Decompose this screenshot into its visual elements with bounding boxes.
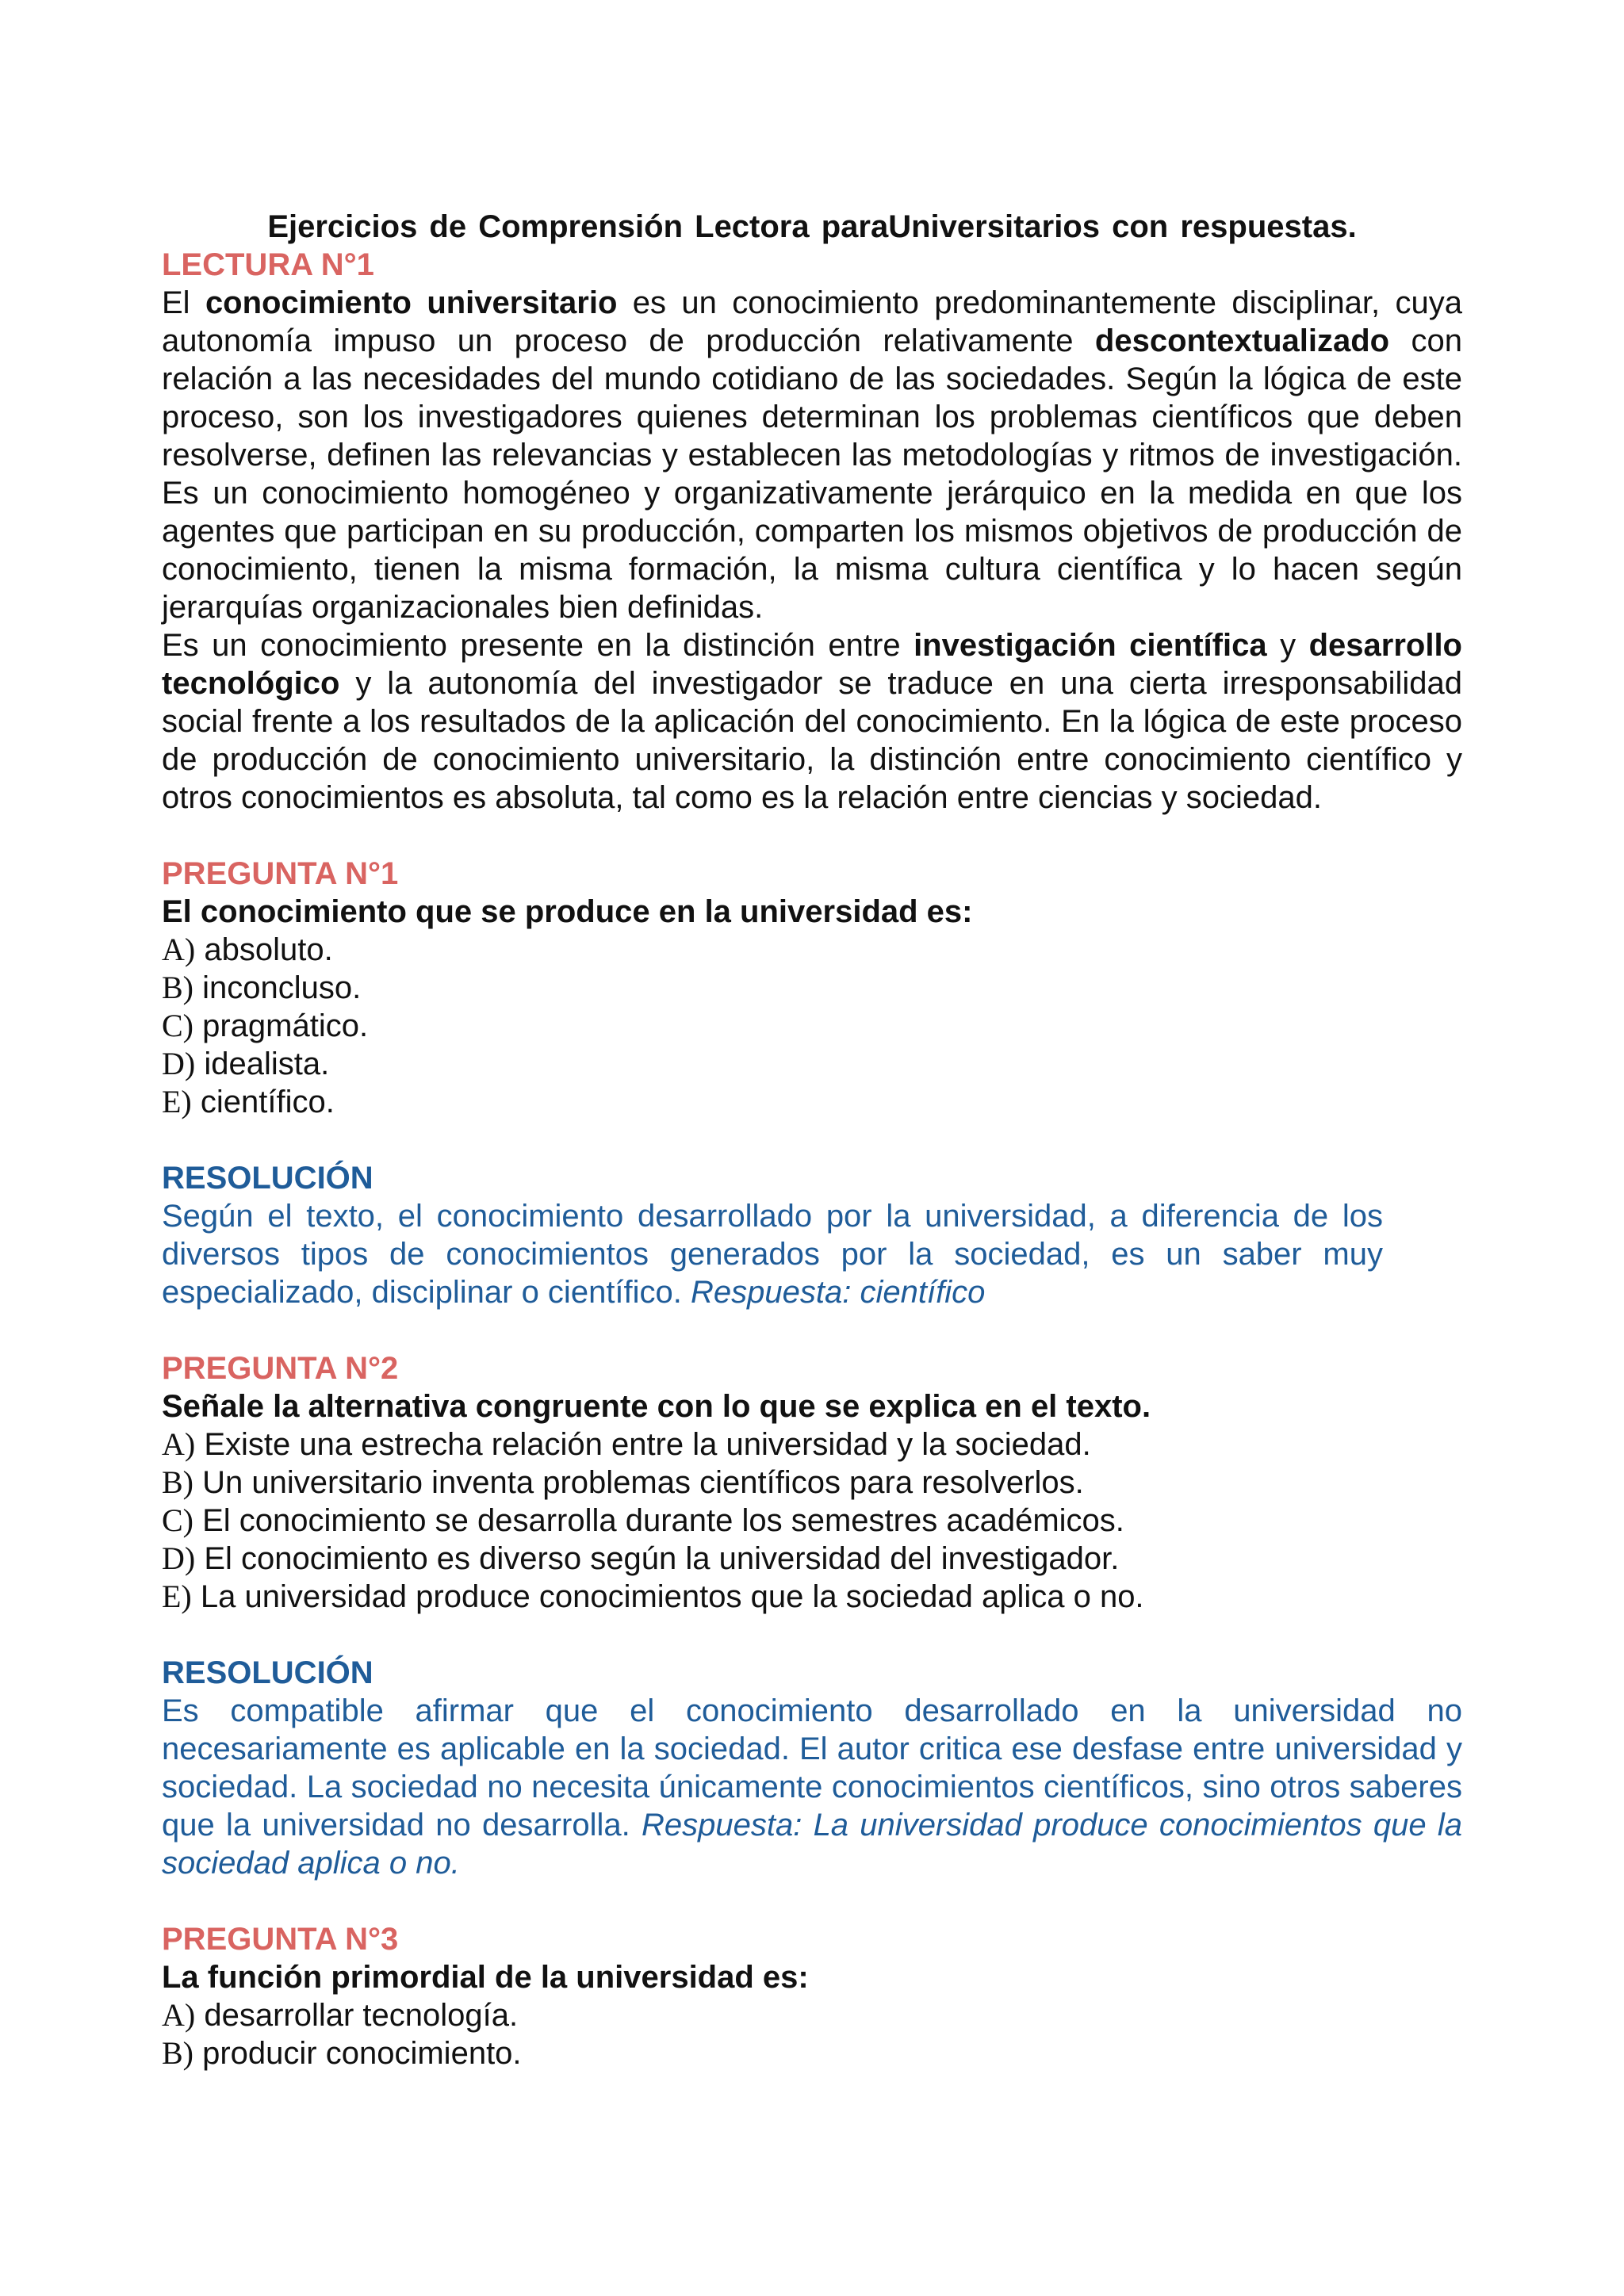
option-letter: A) xyxy=(162,932,196,967)
option-letter: D) xyxy=(162,1540,196,1576)
question-1-resolution xyxy=(162,1197,1383,1311)
option-letter: C) xyxy=(162,1008,193,1043)
bold-term: descontextualizado xyxy=(1094,323,1390,358)
bold-term: desarrollo tecnológico xyxy=(162,628,1462,701)
lectura-heading: LECTURA N°1 xyxy=(162,247,374,282)
option-letter: E) xyxy=(162,1578,192,1614)
option-text: El conocimiento se desarrolla durante los semestres académicos. xyxy=(193,1503,1124,1538)
question-1-heading: PREGUNTA N°1 xyxy=(162,856,399,891)
question-1-answer: Respuesta: científico xyxy=(691,1275,986,1310)
answer-option xyxy=(162,931,1462,969)
answer-option xyxy=(162,1502,1462,1540)
option-letter: B) xyxy=(162,2035,193,2071)
option-letter: D) xyxy=(162,1046,196,1081)
question-1-options xyxy=(162,931,1462,1121)
question-3-options xyxy=(162,1996,1462,2072)
lectura-paragraph-2 xyxy=(162,626,1462,817)
question-3-heading: PREGUNTA N°3 xyxy=(162,1922,399,1957)
option-text: pragmático. xyxy=(193,1008,369,1043)
option-letter: B) xyxy=(162,1464,193,1500)
lectura-paragraph-1 xyxy=(162,284,1462,626)
question-2-resolution xyxy=(162,1692,1462,1882)
answer-option xyxy=(162,969,1462,1007)
option-text: El conocimiento es diverso según la universidad del investigador. xyxy=(195,1541,1120,1576)
option-letter: A) xyxy=(162,1426,196,1462)
text-run: El xyxy=(162,285,205,320)
text-run: y xyxy=(1266,628,1309,663)
option-text: científico. xyxy=(191,1085,335,1119)
question-2-options xyxy=(162,1425,1462,1616)
text-run: es un conocimiento predominantemente disciplinar, cuya autonomía impuso un proceso de producción relativamente xyxy=(162,285,1463,358)
question-3-text: La función primordial de la universidad es: xyxy=(162,1960,809,1995)
answer-option xyxy=(162,1578,1462,1616)
question-2-answer: Respuesta: La universidad produce conocimientos que la sociedad aplica o no. xyxy=(162,1808,1462,1881)
option-letter: C) xyxy=(162,1502,193,1538)
option-letter: A) xyxy=(162,1997,196,2033)
option-text: idealista. xyxy=(195,1047,330,1081)
document-content xyxy=(162,208,1462,2072)
bold-term: investigación científica xyxy=(914,628,1267,663)
answer-option xyxy=(162,1425,1462,1464)
question-2-text: Señale la alternativa congruente con lo que se explica en el texto. xyxy=(162,1389,1151,1424)
option-text: La universidad produce conocimientos que la sociedad aplica o no. xyxy=(191,1579,1144,1614)
answer-option xyxy=(162,1464,1462,1502)
option-letter: E) xyxy=(162,1084,192,1119)
question-1-resolution-text: Según el texto, el conocimiento desarrollado por la universidad, a diferencia de los diversos tipos de conocimientos generados por la sociedad, es un saber muy especializado, disciplinar o científico. xyxy=(162,1199,1383,1310)
text-run: Es un conocimiento presente en la distinción entre xyxy=(162,628,914,663)
option-text: inconcluso. xyxy=(193,970,362,1005)
question-2-resolution-text: Es compatible afirmar que el conocimiento desarrollado en la universidad no necesariamente es aplicable en la sociedad. El autor critica ese desfase entre universidad y sociedad. La sociedad no necesita únicamente conocimientos científicos, sino otros saberes que la universidad no desarrolla. xyxy=(162,1693,1462,1843)
text-run: y la autonomía del investigador se traduce en una cierta irresponsabilidad social frente a los resultados de la aplicación del conocimiento. En la lógica de este proceso de producción de conocimiento universitario, la distinción entre conocimiento científico y otros conocimientos es absoluta, tal como es la relación entre ciencias y sociedad. xyxy=(162,666,1462,815)
answer-option xyxy=(162,2034,1462,2072)
question-1-text: El conocimiento que se produce en la universidad es: xyxy=(162,894,973,929)
answer-option xyxy=(162,1045,1462,1083)
bold-term: conocimiento universitario xyxy=(205,285,618,320)
text-run: con relación a las necesidades del mundo cotidiano de las sociedades. Según la lógica de este proceso, son los investigadores quienes determinan los problemas científicos que deben resolverse, definen las relevancias y establecen las metodologías y ritmos de investigación. Es un conocimiento homogéneo y organizativamente jerárquico en la medida en que los agentes que participan en su producción, comparten los mismos objetivos de producción de conocimiento, tienen la misma formación, la misma cultura científica y lo hacen según jerarquías organizacionales bien definidas. xyxy=(162,323,1462,625)
option-text: Un universitario inventa problemas científicos para resolverlos. xyxy=(193,1465,1084,1500)
question-2-heading: PREGUNTA N°2 xyxy=(162,1351,399,1386)
answer-option xyxy=(162,1996,1462,2034)
answer-option xyxy=(162,1007,1462,1045)
option-text: producir conocimiento. xyxy=(193,2036,522,2071)
question-1-resolution-heading: RESOLUCIÓN xyxy=(162,1161,373,1196)
question-2-resolution-heading: RESOLUCIÓN xyxy=(162,1655,373,1690)
option-text: Existe una estrecha relación entre la universidad y la sociedad. xyxy=(195,1427,1091,1462)
option-text: absoluto. xyxy=(195,932,333,967)
option-text: desarrollar tecnología. xyxy=(195,1998,519,2033)
option-letter: B) xyxy=(162,970,193,1005)
document-title: Ejercicios de Comprensión Lectora paraUniversitarios con respuestas. xyxy=(267,209,1357,244)
answer-option xyxy=(162,1083,1462,1121)
answer-option xyxy=(162,1540,1462,1578)
